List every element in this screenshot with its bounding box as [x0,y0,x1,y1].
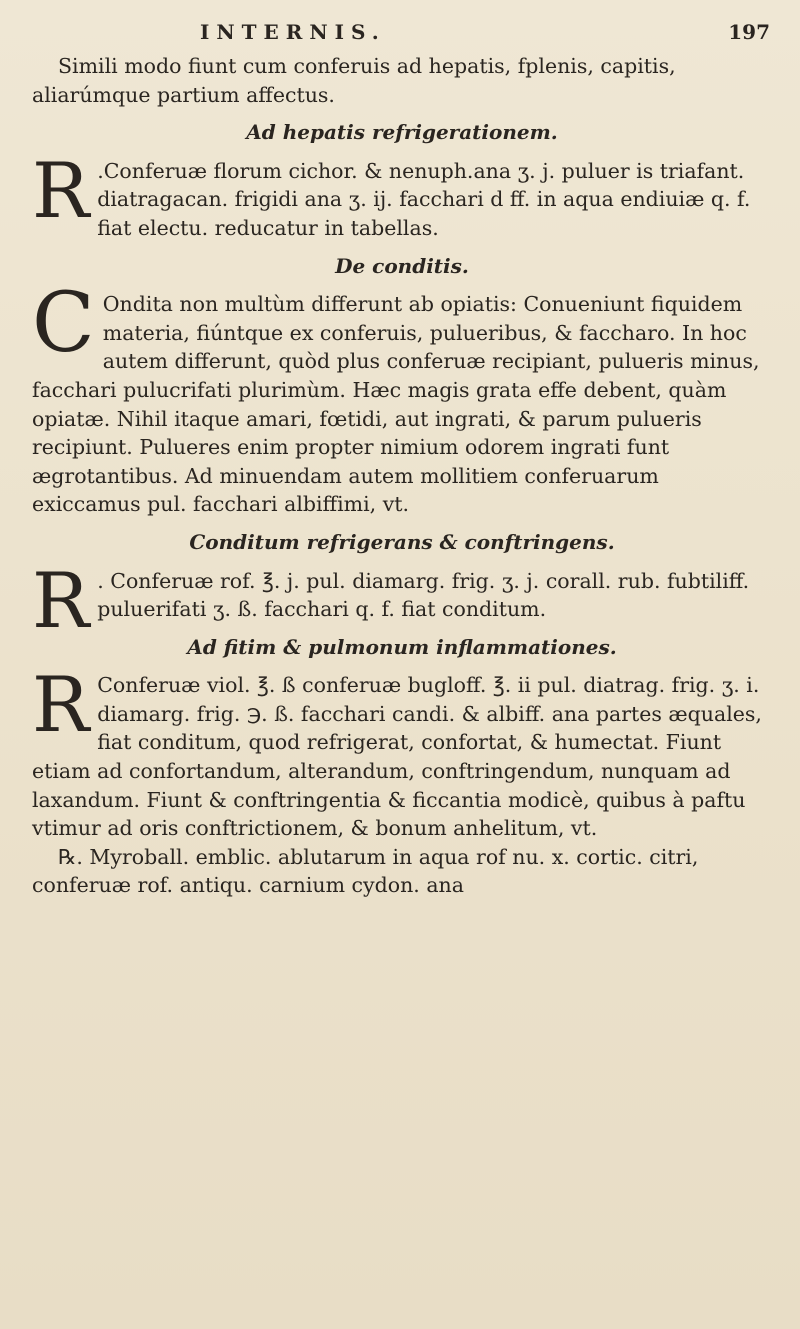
section-heading-hepatis: Ad hepatis refrigerationem. [246,120,558,145]
paragraph-conditis [32,276,772,519]
page-number: 197 [728,20,770,44]
drop-capital: C [32,276,95,372]
drop-capital: R [32,555,90,645]
section-heading-conditis: De conditis. [335,253,469,278]
recipe-conditum [32,555,772,645]
recipe-fitim [32,660,772,843]
drop-capital: R [32,660,90,750]
recipe-myroball: ℞. Myroball. emblic. ablutarum in aqua rof nu. x. cortic. citri, conferuæ rof. antiqu. carnium cydon. ana [32,844,699,898]
page-header [190,20,770,50]
section-heading-conditum: Conditum refrigerans & conftringens. [189,529,615,554]
body-text [32,52,772,900]
recipe-hepatis-text: .Conferuæ florum cichor. & nenuph.ana ʒ. j. puluer is triafant. diatragacan. frigidi ana ʒ. ij. facchari d ff. in aqua endiuiæ q. f. fiat electu. reducatur in tabellas. [97,158,751,240]
recipe-conditum-text: . Conferuæ rof. ℥. j. pul. diamarg. frig. ʒ. j. corall. rub. fubtiliff. puluerifati ʒ. ß. facchari q. f. fiat conditum. [97,568,750,622]
drop-capital: R [32,145,90,235]
paragraph-conditis-text: Ondita non multùm differunt ab opiatis: Conueniunt fiquidem materia, fiúntque ex conferuis, pulueribus, & faccharo. In hoc autem differunt, quòd plus conferuæ recipiant, pulueris minus, facchari pulucrifati plurimùm. Hæc magis grata effe debent, quàm opiatæ. Nihil itaque amari, fœtidi, aut ingrati, & parum pulueris recipiunt. Pulueres enim propter nimium odorem ingrati funt ægrotantibus. Ad minuendam autem mollitiem conferuarum exiccamus pul. facchari albiffimi, vt. [32,292,760,517]
intro-paragraph: Simili modo fiunt cum conferuis ad hepatis, fplenis, capitis, aliarúmque partium affectus. [32,54,676,107]
recipe-hepatis [32,145,772,243]
recipe-fitim-text: Conferuæ viol. ℥. ß conferuæ bugloff. ℥. ii pul. diatrag. frig. ʒ. i. diamarg. frig. ℈. ß. facchari candi. & albiff. ana partes æquales, fiat conditum, quod refrigerat, confortat, & humectat. Fiunt etiam ad confortandum, alterandum, conftringendum, nunquam ad laxandum. Fiunt & conftringentia & ficcantia modicè, quibus à paftu vtimur ad oris conftrictionem, & bonum anhelitum, vt. [32,673,762,841]
section-heading-fitim: Ad fitim & pulmonum inflammationes. [187,634,617,659]
running-head: INTERNIS. [200,20,386,44]
